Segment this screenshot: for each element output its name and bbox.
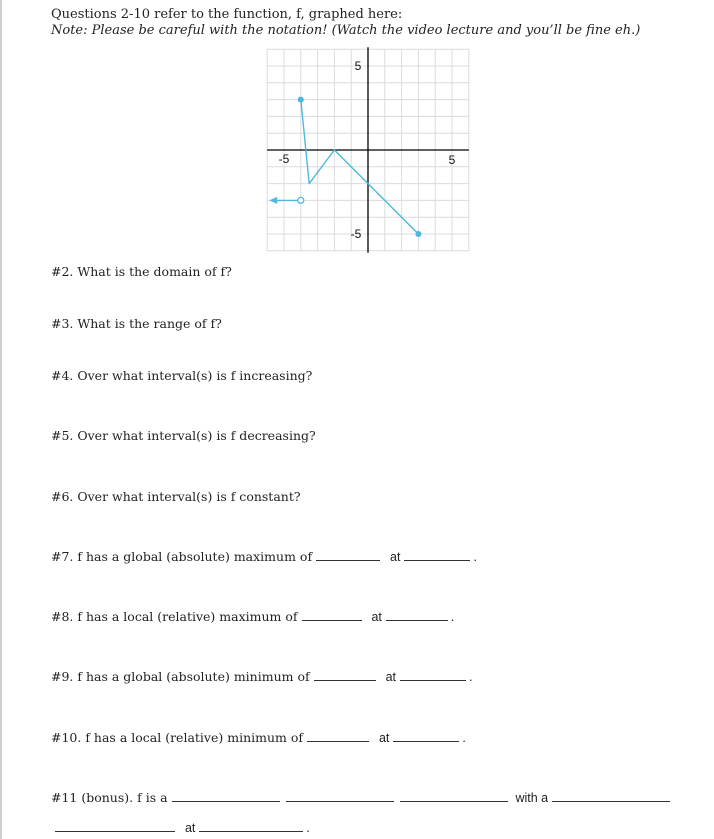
period: . — [450, 610, 455, 624]
at-label: at — [378, 731, 390, 745]
tick-label-x-pos: 5 — [448, 153, 456, 167]
curve-segment — [301, 100, 309, 184]
at-label: at — [184, 821, 196, 835]
period: . — [462, 731, 466, 745]
answer-blank[interactable] — [386, 609, 448, 621]
answer-blank[interactable] — [199, 820, 303, 832]
question-5-text: #5. Over what interval(s) is f decreasing? — [51, 428, 316, 443]
question-7 — [51, 549, 477, 564]
question-6 — [51, 489, 301, 504]
tick-label-y-pos: 5 — [354, 59, 362, 73]
answer-blank[interactable] — [404, 549, 470, 561]
question-4 — [51, 368, 312, 383]
answer-blank[interactable] — [55, 820, 175, 832]
answer-blank[interactable] — [172, 790, 280, 802]
tick-label-x-neg: -5 — [278, 152, 290, 166]
answer-blank[interactable] — [307, 730, 369, 742]
answer-blank[interactable] — [314, 669, 376, 681]
question-6-text: #6. Over what interval(s) is f constant? — [51, 489, 301, 504]
closed-endpoint — [415, 231, 421, 237]
with-a-label: with a — [515, 791, 549, 805]
at-label: at — [390, 550, 401, 564]
question-5 — [51, 428, 316, 443]
question-4-text: #4. Over what interval(s) is f increasing? — [51, 368, 313, 383]
intro-note: Note: Please be careful with the notation! (Watch the video lecture and you’ll be fine eh.) — [51, 23, 641, 38]
question-11 — [51, 790, 670, 805]
at-label: at — [371, 610, 382, 624]
answer-blank[interactable] — [400, 790, 508, 802]
period: . — [469, 670, 473, 684]
period: . — [306, 821, 310, 835]
intro-line: Questions 2-10 refer to the function, f, graphed here: — [51, 7, 403, 22]
question-10-text: #10. f has a local (relative) minimum of — [51, 730, 304, 745]
answer-blank[interactable] — [302, 609, 362, 621]
question-7-text: #7. f has a global (absolute) maximum of — [51, 549, 313, 564]
answer-blank[interactable] — [393, 730, 459, 742]
answer-blank[interactable] — [552, 790, 670, 802]
question-3-text: #3. What is the range of f? — [51, 316, 222, 331]
question-9-text: #9. f has a global (absolute) minimum of — [51, 669, 310, 684]
at-label: at — [385, 670, 397, 684]
question-10 — [51, 730, 466, 745]
tick-label-y-neg: -5 — [350, 227, 362, 241]
question-8 — [51, 609, 454, 624]
answer-blank[interactable] — [316, 549, 380, 561]
question-8-text: #8. f has a local (relative) maximum of — [51, 609, 298, 624]
closed-endpoint — [298, 97, 304, 103]
open-endpoint — [298, 197, 304, 203]
function-graph — [0, 0, 714, 300]
question-11-continued — [55, 820, 310, 835]
question-11-text: #11 (bonus). f is a — [51, 790, 168, 805]
question-2 — [51, 264, 232, 279]
arrow-head-left — [269, 197, 277, 204]
answer-blank[interactable] — [286, 790, 394, 802]
question-2-text: #2. What is the domain of f? — [51, 264, 232, 279]
curve-segment — [334, 150, 418, 234]
period: . — [473, 550, 477, 564]
answer-blank[interactable] — [400, 669, 466, 681]
question-9 — [51, 669, 473, 684]
question-3 — [51, 316, 222, 331]
